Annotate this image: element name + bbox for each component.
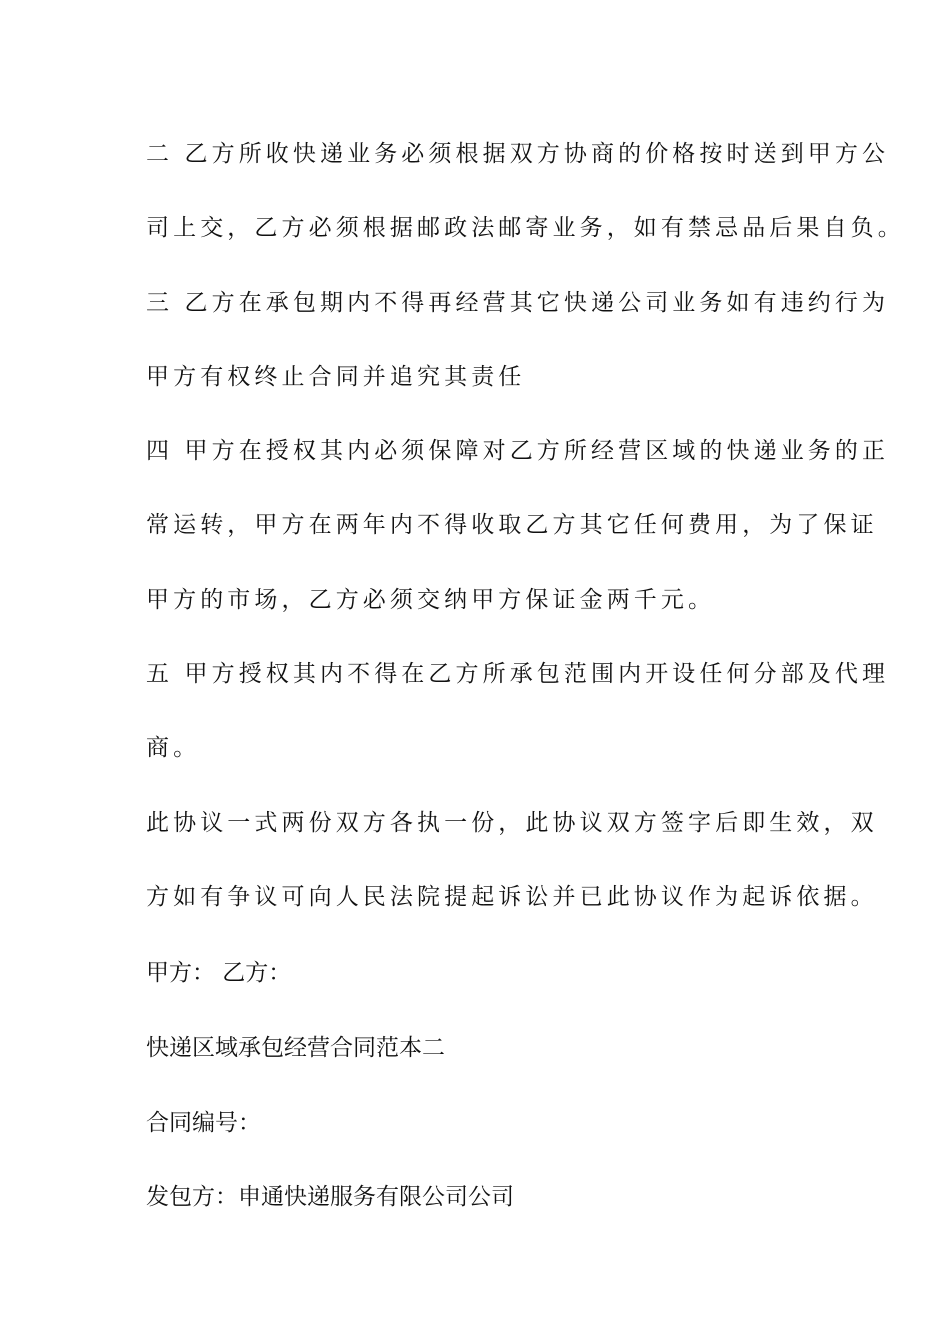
paragraph-line: 四 甲方在授权其内必须保障对乙方所经营区域的快递业务的正: [146, 438, 890, 464]
signature-line: 甲方： 乙方：: [146, 960, 292, 986]
paragraph-line: 司上交，乙方必须根据邮政法邮寄业务，如有禁忌品后果自负。: [146, 215, 905, 241]
paragraph-line: 三 乙方在承包期内不得再经营其它快递公司业务如有违约行为: [146, 290, 890, 316]
paragraph-line: 甲方的市场，乙方必须交纳甲方保证金两千元。: [146, 587, 716, 613]
paragraph-line: 五 甲方授权其内不得在乙方所承包范围内开设任何分部及代理: [146, 661, 890, 687]
paragraph-line: 常运转，甲方在两年内不得收取乙方其它任何费用，为了保证: [146, 512, 878, 538]
contract-number-label: 合同编号：: [146, 1110, 261, 1136]
contract-title: 快递区域承包经营合同范本二: [146, 1035, 445, 1061]
paragraph-line: 二 乙方所收快递业务必须根据双方协商的价格按时送到甲方公: [146, 141, 890, 167]
paragraph-line: 甲方有权终止合同并追究其责任: [146, 364, 526, 390]
paragraph-line: 方如有争议可向人民法院提起诉讼并已此协议作为起诉依据。: [146, 884, 878, 910]
employer-line: 发包方：申通快递服务有限公司公司: [146, 1184, 514, 1210]
paragraph-line: 商。: [146, 735, 201, 761]
paragraph-line: 此协议一式两份双方各执一份，此协议双方签字后即生效，双: [146, 810, 878, 836]
